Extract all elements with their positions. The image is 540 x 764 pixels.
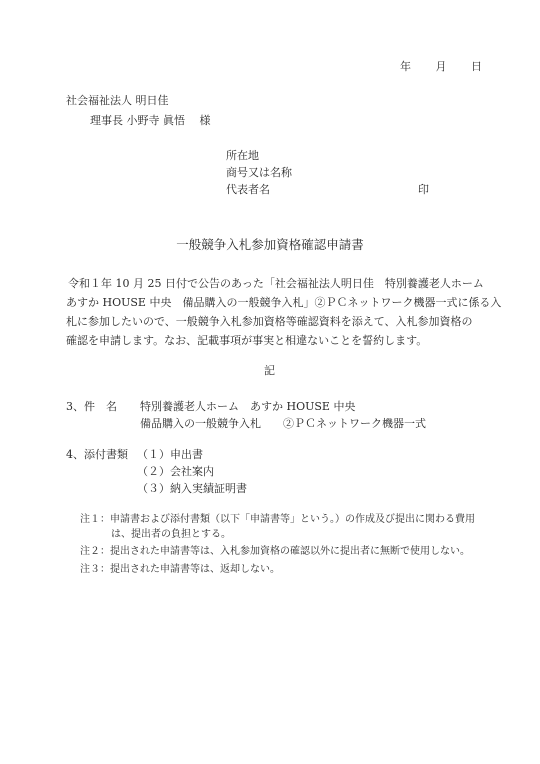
attachment-doc: （２）会社案内 bbox=[137, 465, 214, 478]
item3-line2: 備品購入の一般競争入札 ②ＰＣネットワーク機器一式 bbox=[140, 417, 426, 430]
body-paragraph bbox=[66, 274, 502, 350]
representative-label: 代表者名 bbox=[226, 183, 270, 196]
item3-line1: 特別養護老人ホーム あすか HOUSE 中央 bbox=[140, 400, 356, 413]
document-title: 一般競争入札参加資格確認申請書 bbox=[176, 237, 364, 252]
company-name-label: 商号又は名称 bbox=[226, 166, 292, 179]
body-line: 札に参加したいので、一般競争入札参加資格等確認資料を添えて、入札参加資格の bbox=[66, 315, 473, 328]
addressee-org: 社会福祉法人 明日佳 bbox=[66, 94, 169, 107]
attachment-doc: （３）納入実績証明書 bbox=[137, 482, 247, 495]
item3-label: 3、件 名 bbox=[66, 400, 117, 413]
seal-mark: 印 bbox=[418, 183, 429, 196]
body-line: あすか HOUSE 中央 備品購入の一般競争入札」②ＰＣネットワーク機器一式に係る入 bbox=[66, 296, 502, 309]
ki-heading: 記 bbox=[264, 364, 275, 377]
date-day: 日 bbox=[471, 60, 482, 73]
note-1-continued: は、提出者の負担とする。 bbox=[111, 529, 231, 540]
note-2: 注２：提出された申請書等は、入札参加資格の確認以外に提出者に無断で使用しない。 bbox=[80, 546, 470, 557]
date-year: 年 bbox=[400, 60, 411, 73]
date-month: 月 bbox=[435, 60, 447, 73]
address-label: 所在地 bbox=[226, 149, 259, 162]
addressee-person: 理事長 小野寺 眞悟 様 bbox=[90, 114, 211, 127]
body-line: 確認を申請します。なお、記載事項が事実と相違ないことを誓約します。 bbox=[66, 334, 428, 347]
item4-label: 4、添付書類 bbox=[66, 448, 128, 461]
attachment-doc: （１）申出書 bbox=[137, 448, 203, 461]
note-1: 注１：申請書および添付書類（以下「申請書等」という。）の作成及び提出に関わる費用 bbox=[80, 514, 475, 525]
body-line: 令和１年 10 月 25 日付で公告のあった「社会福祉法人明日佳 特別養護老人ホーム bbox=[68, 277, 484, 290]
date-line bbox=[400, 60, 482, 74]
note-3: 注３：提出された申請書等は、返却しない。 bbox=[80, 564, 280, 575]
